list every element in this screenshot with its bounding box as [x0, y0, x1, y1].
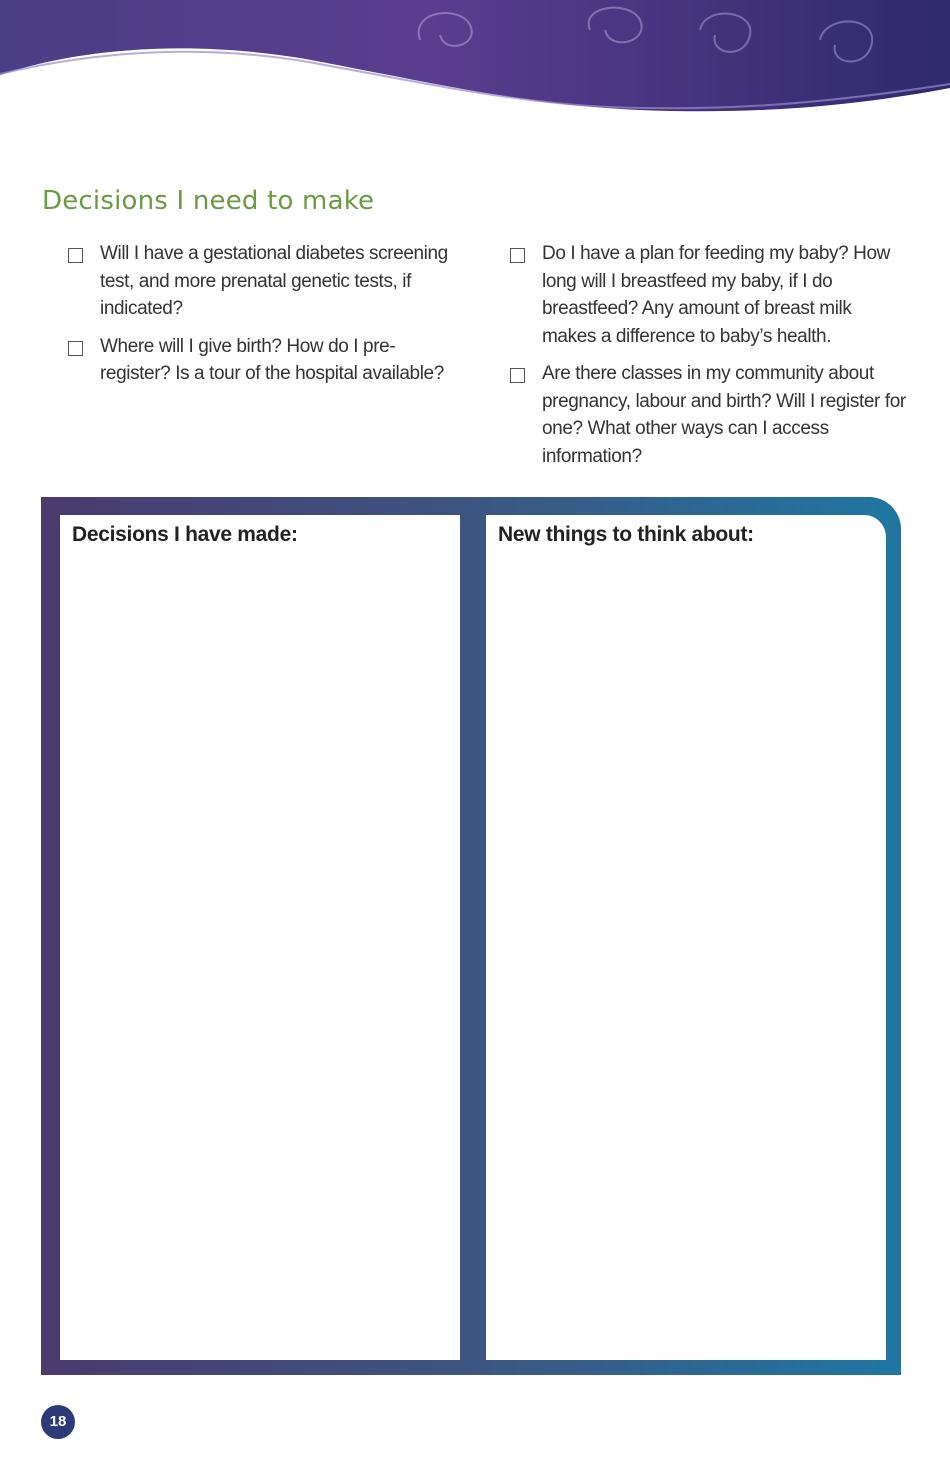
checklist-item-text: Will I have a gestational diabetes screening test, and more prenatal genetic tests, if indicated? [100, 243, 448, 319]
checklist-right [510, 240, 910, 480]
checklist-item [510, 360, 910, 470]
checklist-left [68, 240, 458, 398]
decorative-header-banner [0, 0, 950, 130]
checklist-item [68, 240, 458, 323]
checkbox[interactable] [68, 248, 83, 263]
checklist-item-text: Do I have a plan for feeding my baby? How long will I breastfeed my baby, if I do breastfeed? Any amount of breast milk makes a difference to baby’s health. [542, 243, 890, 347]
checklist-item-text: Where will I give birth? How do I pre-register? Is a tour of the hospital available? [100, 335, 444, 384]
checkbox[interactable] [510, 248, 525, 263]
checklist-item-text: Are there classes in my community about pregnancy, labour and birth? Will I register for one? What other ways can I access information? [542, 363, 906, 467]
new-things-title: New things to think about: [498, 523, 754, 546]
section-title: Decisions I need to make [42, 186, 375, 216]
new-things-panel[interactable] [486, 515, 886, 1360]
decisions-made-panel[interactable] [60, 515, 460, 1360]
page-number-badge: 18 [41, 1405, 75, 1439]
checkbox[interactable] [510, 368, 525, 383]
decisions-made-title: Decisions I have made: [72, 523, 298, 546]
checklist-item [68, 333, 458, 388]
checklist-item [510, 240, 910, 350]
checkbox[interactable] [68, 341, 83, 356]
notes-frame [41, 497, 901, 1375]
